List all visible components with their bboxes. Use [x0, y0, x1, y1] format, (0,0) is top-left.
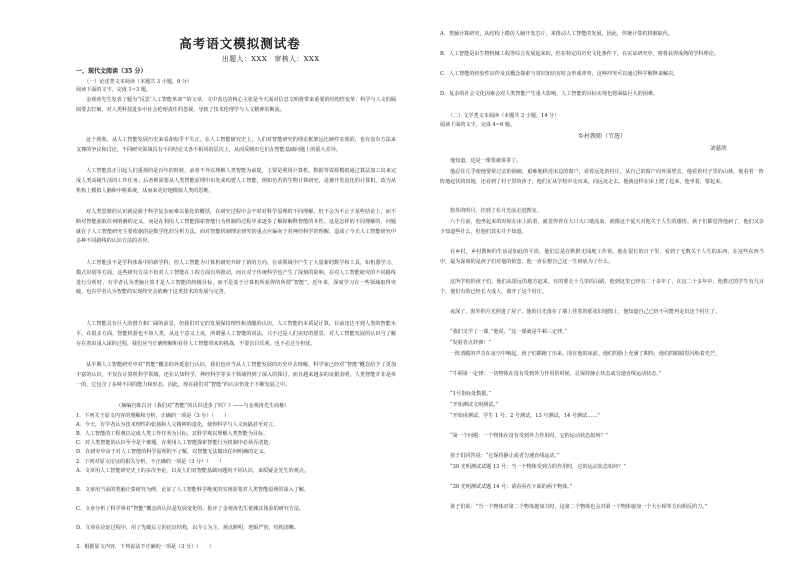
story-paragraph: 孩子们回答说：“它保持静止或者匀速直线运动。” — [450, 453, 560, 459]
exam-title: 高考语文模拟测试卷 — [179, 36, 301, 51]
story-paragraph: “30 光明测试试题 13 号：当一个物体受到力的作用时，它的运动状态如何？” — [450, 464, 626, 470]
passage-paragraph: 人工智能具有巨大的潜力和广阔的前景，但我们对它的发展保持理性和清醒的认识。人工智能的本质是计算，目前还达不到人类的智能水平。在很多方面，智能机器也不如人类。从这个意义上说，所谓强人工智能的说法，只不过是人们美好的愿景。对人工智能发展的认识与了解存在着由浅入深的过程，我们应当正确理解和看待人工智能带来的挑战，不要盲目乐观，也不必过分担忧。 — [76, 321, 396, 347]
question-3: 3．根据原文内容，下列说法不正确的一项是（3 分）（ ） — [76, 544, 214, 550]
story-paragraph: 六个月前，他坐起来的时候在床上趴着，就觉得胃在大口大口地流血，就像这个夏天对他关于人生的感悟。孩子们都觉得他病了，他们又多少知道些什么，但他们其实并不知道。 — [440, 219, 764, 235]
passage-paragraph: 人工智能真正引起人们重视的是百年的时候，前者不外以理解人类智能为前提，主要是利用计算机、数据等资源模拟通过算法加工出来完成人类高级生活的工作任务；后者则需要从人类智能原理中出发来构建人工智能，例如仿若的生物计算研究，是被开发进化的计算机，改为从机构上模拟人脑和中枢系统，从而来更好地模拟人类的思维。 — [76, 168, 396, 194]
story-paragraph: “开始用测试，学生 1 号、2 号测试，13 号测试，14 号测试……” — [450, 413, 600, 419]
question-1-option: A．今天，有学者认为技术理性的张扬和人文精神的退化，使得科学与人文间隔甚至对立。 — [76, 422, 279, 428]
passage-source: （摘编自陈白宫《我们对“智能”的认识进步了吗？》——与金观涛先生商榷） — [116, 403, 290, 409]
story-paragraph: “第一个问题：一个物体在没有受到外力作用时，它的运动状态如何？” — [450, 433, 609, 439]
story-title: 乡村教师（节选） — [577, 133, 626, 140]
question-1-option: D．在研究中由于对人工智能的科学原理的不了解，对智能无法做出任何明确的定义。 — [76, 449, 269, 455]
subsection-heading: （二）文学类文本阅读（本题共 3 小题，14 分） — [448, 113, 560, 119]
story-paragraph: 夜深了，窗外的月光照进了屋子，他的目光落在了墙上挂着的那张旧地图上，他知道自己已经不可能再走出这个村庄了。 — [450, 309, 720, 315]
story-paragraph: 在乡村，乡村教师的生活是如此的平淡，他们总是在默默无闻地工作着。他在很长的日子里，看到了无数关于人生的东西，在这些东西当中，最为深刻的是孩子们对他的依恋，他一直在想自己这一生到底为了什么。 — [440, 249, 764, 265]
section-heading: 一、现代文阅读（35 分） — [76, 68, 147, 75]
story-paragraph: “我们又学了一课，”他说，“这一课就是牛顿三定律。” — [450, 329, 568, 335]
question-2: 2．下列对原文论证的相关分析，不正确的一项是（3 分）（ ） — [76, 459, 225, 465]
story-paragraph: “牛顿第一定律：一切物体在没有受到外力作用的时候，总保持静止状态或匀速直线运动状态。” — [450, 371, 662, 377]
question-3-option: C．人工智能的经验性证伴及其概念探索与常识知识有时会形成冲突，这种冲突可以通过科学解释来解决。 — [440, 71, 679, 77]
reading-instruction: 阅读下面的文字，完成 4~6 题。 — [440, 122, 516, 128]
passage-paragraph: 人工智能虽不是学科体系中的新学科，但人工智能为计算机研究开辟了新的方向。在该领域中产生了大量新的数学和工具，如机器学习、模式识别等方面，这些研究方法不但对人工智能在工程方面有所推动，而且对于传统科学也产生了深刻的影响。在对人工智能研究的不同路线进行分析时，有学者认为类脑计算才是人工智能的终极目标，而不是基于计算机所获得的所谓“智能”。近年来，深度学习在一些领域取得突破，也有学者认为智能的实现终究会依赖于这类技术的发展与完善。 — [76, 260, 396, 296]
story-paragraph: 他忍住几乎使他要晕过去的剧痛，艰难地移近床边的窗户，看着远处的村庄。从自己的窗户向外面望去，他看着村子里的山林，他看着一阵阵地起伏的田地，还看到了村子里的孩子，他们正从学校中走出来，向远处走去。他就这样在床上爬了起来，他坐着，要起来。 — [440, 169, 764, 185]
story-author: 刘慈欣 — [710, 146, 727, 152]
story-paragraph: “发射者点炸弹！” — [450, 340, 491, 346]
question-3-option: B．人工智能是由生物机械工程等综合发展起来的，但在特定的历史文化条件下，在实证研究中，将将获得成熟的学科理论。 — [440, 51, 719, 57]
story-paragraph: 一阵清脆的声音在夜空中响起，孩子们都跑了出来，围在他的床前。他们的脸上充满了期待，他们的眼睛里闪烁着光芒。 — [450, 351, 720, 357]
question-3-option: A．类脑计算研究，从结构上模仿人脑开发芯片，来推动人工智能的发展，因此，传统计算机将被取代。 — [440, 31, 673, 37]
question-2-option: C．文章分析了科学界对“智能”概念的认识是发展变化的，批评了金观涛先生依赖其体验的研究方法。 — [76, 506, 305, 512]
question-1: 1．下列关于原文内容的理解和分析，正确的一项是（3 分）（ ） — [76, 413, 230, 419]
story-paragraph: 窗外的明月，挂到了在月光前走进教室。 — [450, 208, 542, 214]
passage-paragraph: 对人类思想的认识就是源于科学复杂而难以量化的概括，在研究过程中会不时对科学原理的不同理解，但不会为不止于某些结论上，而不断对智能获取任何明确的定义，而是在利用人工智能探索智能行为机制的过程中来逐步了解和解释智能的本性。这是怎样的不同理解的，问题就在于人工智能研究主要依据的是数学化的分析方法，而对智能机制理论研究的重点应偏向于对神经科学的理解，造成了今天人工智能研究中多种不同路线的认识方法的差异。 — [76, 209, 396, 245]
question-2-option: B．文章用当前的类脑计算研究为例，论证了人工智能科学维度的实现需要对人类智能原理的深入了解。 — [76, 487, 309, 493]
passage-paragraph: 这个现象，从人工智能发展历史来看却似乎不失正。在人工智能研究史上，人们对智能研究的理论框架远比硬件实现的，也有没有方法来支撑的争议和讨论，不同研究领域具有不同结论又各不相同的层次上，从而反映出它们在智能基础问题上的重大差异。 — [76, 137, 396, 153]
exam-byline: 出题人：XXX 审核人：XXX — [222, 55, 320, 63]
question-3-option: D．复杂的社会文化因素会对人类智能产生重大影响，人工智能的目标实现也将面临巨大的困难。 — [440, 91, 659, 97]
reading-instruction: 阅读下面的文字，完成 1~3 题。 — [76, 87, 152, 93]
question-2-option: A．文章用人工智能研究史上的多次争论，以及人们对智能基础问题的不同认识，来质疑金先生的观点。 — [76, 468, 309, 474]
story-paragraph: “30 光明测试试题 14 号：请看看在下面的两个物体。” — [450, 484, 573, 490]
story-paragraph: 他知道，这是一课要被讲讲了。 — [450, 158, 522, 164]
story-paragraph: “1号指标处数据。” — [450, 391, 492, 397]
question-2-option: D．文章在论证过程中，用了先破后立的论证结构，以今立为主，观点鲜明，逻辑严密，结构清晰。 — [76, 525, 300, 531]
subsection-heading: （一）论述类文本阅读（本题共 3 小题，9 分） — [84, 79, 193, 85]
story-paragraph: “开始测试文明测试。” — [450, 402, 499, 408]
question-1-option: B．人工智能的工程观以完成人类工作任务为目标，其科学观以理解人类智能为目标。 — [76, 431, 269, 437]
story-paragraph: 这所学校的孩子们，他们从很远的地方赶来，有的要走十几里的山路。他到这里已经有二十多年了，在这二十多年中，他教过的学生有几百个，他们有的已经长大成人，离开了这个村庄。 — [440, 279, 764, 295]
passage-paragraph: 从半期人工智能研究中对“智能”概念的外延进行认识，我们也应当从人工智能发展的历史中去理解，科学家已经对“智能”概念给予了更加丰富的认识，不仅在计算机科学领域，还在认知科学、神经科学等多个领域得到了深入的探讨，而且越来越多的证据表明，人类智能并非是单一的，它包含了多种不同的能力和形态，因此，现在我们对“智能”的认识仍处于不断发展之中。 — [76, 362, 396, 388]
story-paragraph: 孩子们说：“当一个物体对第二个物体施加力时，这第二个物体也会对第一个物体施加一个大小相等方向相反的力。” — [450, 504, 708, 510]
passage-paragraph: 金观涛先生发表了题为“反思‘人工智能革命’”的文章，文中表达的核心主张是今天面对信息文明将带来重要的结构性变革：科学与人文的隔阂要去打破，对人类科技进步中社会伦理责任的忽视，导致了技术伦理学与人文精神的断流。 — [76, 97, 396, 113]
question-1-option: C．对人类智能的认识至今是个难题，在利用人工智能探索智能行为机制中必须弄清楚。 — [76, 440, 274, 446]
